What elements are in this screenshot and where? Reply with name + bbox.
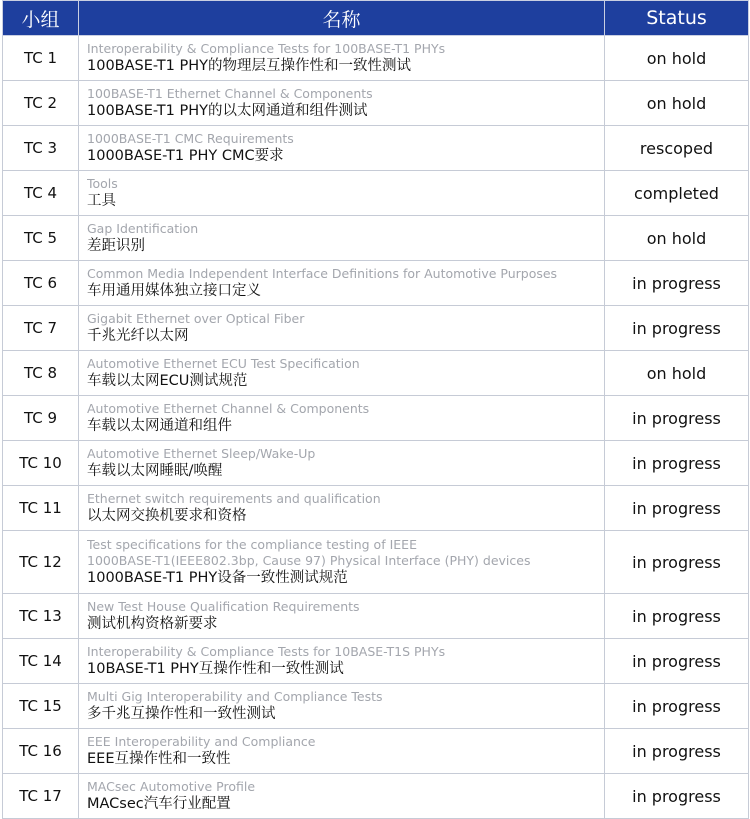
name-en: Test specifications for the compliance testing of IEEE: [87, 536, 417, 552]
table-row: [3, 774, 749, 819]
name-cn: EEE互操作性和一致性: [87, 750, 231, 767]
name-cn: MACsec汽车行业配置: [87, 795, 231, 812]
group-cell: TC 3: [3, 126, 79, 171]
name-en: Automotive Ethernet Sleep/Wake-Up: [87, 445, 316, 461]
status-cell: completed: [605, 171, 749, 216]
status-cell: in progress: [605, 594, 749, 639]
status-cell: on hold: [605, 351, 749, 396]
name-cell: [79, 171, 605, 216]
table-row: [3, 684, 749, 729]
table-row: [3, 396, 749, 441]
name-en: Interoperability & Compliance Tests for 10BASE-T1S PHYs: [87, 643, 446, 659]
name-cell: [79, 684, 605, 729]
name-en: Common Media Independent Interface Definitions for Automotive Purposes: [87, 265, 558, 281]
group-cell: TC 6: [3, 261, 79, 306]
table-row: [3, 441, 749, 486]
name-cell: [79, 36, 605, 81]
name-cn: 测试机构资格新要求: [87, 615, 218, 632]
name-en: New Test House Qualification Requirements: [87, 598, 360, 614]
table-row: [3, 351, 749, 396]
status-cell: rescoped: [605, 126, 749, 171]
table-row: [3, 126, 749, 171]
table-row: [3, 216, 749, 261]
name-cn: 千兆光纤以太网: [87, 327, 189, 344]
name-cn: 以太网交换机要求和资格: [87, 507, 247, 524]
table-row: [3, 306, 749, 351]
name-cn: 车载以太网通道和组件: [87, 417, 232, 434]
group-cell: TC 9: [3, 396, 79, 441]
table-row: [3, 261, 749, 306]
name-cell: [79, 441, 605, 486]
name-cell: [79, 396, 605, 441]
table-header-row: [3, 1, 749, 36]
name-en: Ethernet switch requirements and qualification: [87, 490, 381, 506]
name-cn: 100BASE-T1 PHY的物理层互操作性和一致性测试: [87, 57, 412, 74]
name-cn: 差距识别: [87, 237, 145, 254]
name-cell: [79, 306, 605, 351]
group-cell: TC 15: [3, 684, 79, 729]
table-row: [3, 81, 749, 126]
group-cell: TC 17: [3, 774, 79, 819]
name-cn: 车载以太网ECU测试规范: [87, 372, 248, 389]
name-cn: 10BASE-T1 PHY互操作性和一致性测试: [87, 660, 344, 677]
name-cell: [79, 774, 605, 819]
table-row: [3, 36, 749, 81]
status-cell: in progress: [605, 639, 749, 684]
name-cell: [79, 351, 605, 396]
group-cell: TC 2: [3, 81, 79, 126]
group-cell: TC 10: [3, 441, 79, 486]
name-cn: 多千兆互操作性和一致性测试: [87, 705, 276, 722]
header-group: 小组: [3, 1, 79, 36]
status-cell: in progress: [605, 261, 749, 306]
name-en: MACsec Automotive Profile: [87, 778, 256, 794]
name-cn: 100BASE-T1 PHY的以太网通道和组件测试: [87, 102, 368, 119]
group-cell: TC 7: [3, 306, 79, 351]
name-cell: [79, 81, 605, 126]
tc-table: [2, 0, 749, 819]
name-cell: [79, 216, 605, 261]
name-cell: [79, 531, 605, 594]
name-cell: [79, 729, 605, 774]
name-en: Automotive Ethernet Channel & Components: [87, 400, 370, 416]
header-name: 名称: [79, 1, 605, 36]
name-en: Gigabit Ethernet over Optical Fiber: [87, 310, 305, 326]
group-cell: TC 1: [3, 36, 79, 81]
group-cell: TC 11: [3, 486, 79, 531]
name-cn: 工具: [87, 192, 116, 209]
group-cell: TC 16: [3, 729, 79, 774]
status-cell: in progress: [605, 486, 749, 531]
name-en: Automotive Ethernet ECU Test Specification: [87, 355, 360, 371]
group-cell: TC 8: [3, 351, 79, 396]
status-cell: in progress: [605, 396, 749, 441]
table-row: [3, 594, 749, 639]
table-row: [3, 171, 749, 216]
name-en: Multi Gig Interoperability and Compliance Tests: [87, 688, 383, 704]
name-cell: [79, 639, 605, 684]
name-en: 1000BASE-T1 CMC Requirements: [87, 130, 294, 146]
status-cell: in progress: [605, 441, 749, 486]
name-cn: 1000BASE-T1 PHY CMC要求: [87, 147, 284, 164]
table-row: [3, 531, 749, 594]
name-en: 100BASE-T1 Ethernet Channel & Components: [87, 85, 373, 101]
status-cell: on hold: [605, 81, 749, 126]
header-status: Status: [605, 1, 749, 36]
status-cell: in progress: [605, 531, 749, 594]
name-cell: [79, 486, 605, 531]
table-row: [3, 486, 749, 531]
group-cell: TC 4: [3, 171, 79, 216]
name-en: EEE Interoperability and Compliance: [87, 733, 316, 749]
group-cell: TC 13: [3, 594, 79, 639]
name-cn: 车用通用媒体独立接口定义: [87, 282, 261, 299]
name-cell: [79, 126, 605, 171]
name-en: Tools: [87, 175, 118, 191]
name-en: Interoperability & Compliance Tests for 100BASE-T1 PHYs: [87, 40, 446, 56]
name-cell: [79, 261, 605, 306]
table-row: [3, 639, 749, 684]
name-en: Gap Identification: [87, 220, 199, 236]
group-cell: TC 12: [3, 531, 79, 594]
group-cell: TC 14: [3, 639, 79, 684]
status-cell: in progress: [605, 729, 749, 774]
name-cn: 1000BASE-T1 PHY设备一致性测试规范: [87, 569, 348, 586]
status-cell: in progress: [605, 306, 749, 351]
name-cell: [79, 594, 605, 639]
status-cell: on hold: [605, 36, 749, 81]
name-en-line2: 1000BASE-T1(IEEE802.3bp, Cause 97) Physical Interface (PHY) devices: [87, 552, 531, 568]
group-cell: TC 5: [3, 216, 79, 261]
status-cell: on hold: [605, 216, 749, 261]
status-cell: in progress: [605, 774, 749, 819]
status-cell: in progress: [605, 684, 749, 729]
table-row: [3, 729, 749, 774]
name-cn: 车载以太网睡眠/唤醒: [87, 462, 223, 479]
